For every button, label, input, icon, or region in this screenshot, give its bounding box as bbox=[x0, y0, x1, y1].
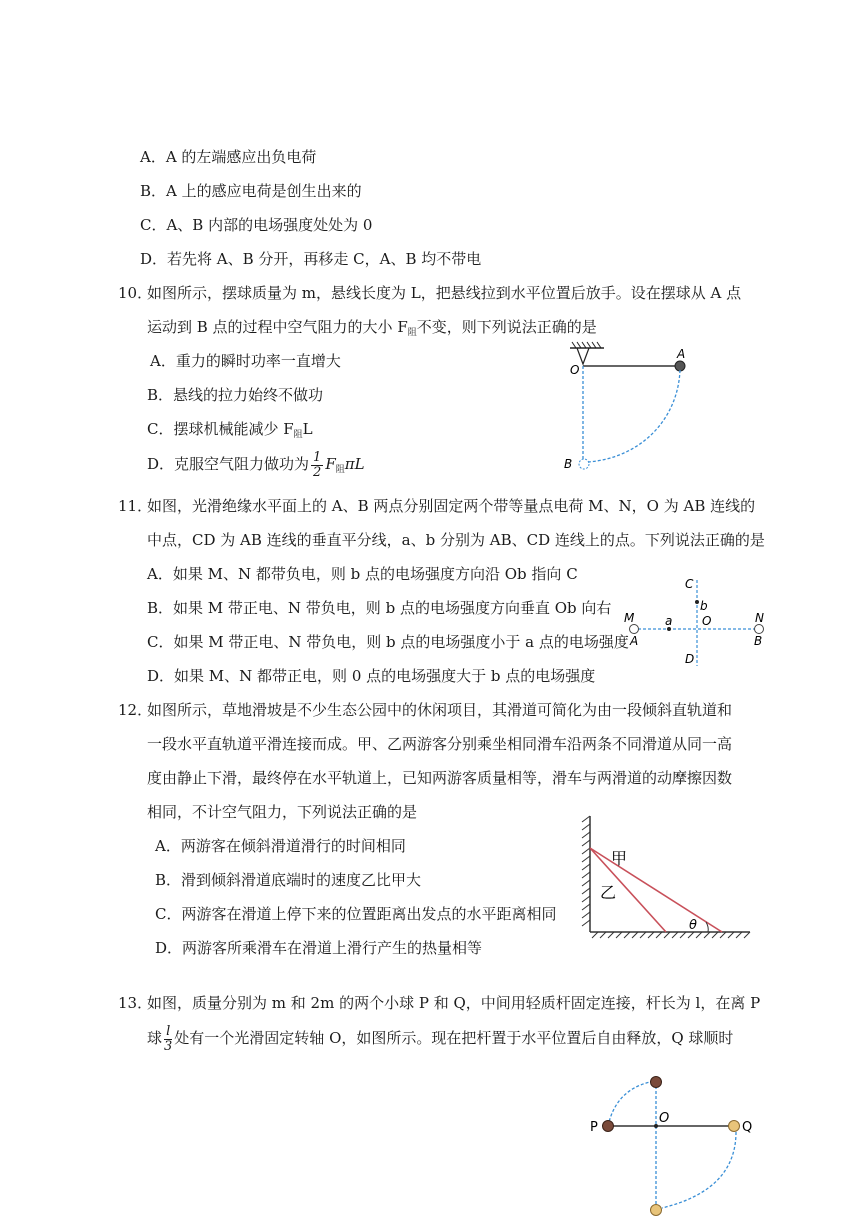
q12-option-a: A．两游客在倾斜滑道滑行的时间相同 bbox=[155, 837, 406, 855]
q12-stem-line4: 相同，不计空气阻力，下列说法正确的是 bbox=[147, 803, 418, 821]
label-a-small: a bbox=[665, 614, 673, 628]
q10-stem-line2: 运动到 B 点的过程中空气阻力的大小 $F_阻$不变，则下列说法正确的是 bbox=[147, 318, 597, 338]
label-jia: 甲 bbox=[611, 849, 628, 868]
arc-q-dashed bbox=[662, 1132, 736, 1208]
q12-option-b: B．滑到倾斜滑道底端时的速度乙比甲大 bbox=[155, 871, 422, 889]
q9-option-b: B．A 上的感应电荷是创生出来的 bbox=[140, 182, 362, 200]
wall-hatching bbox=[582, 816, 590, 932]
pendulum-ball-b bbox=[579, 459, 589, 469]
ball-q-rotated bbox=[651, 1205, 662, 1216]
arc-p-dashed bbox=[608, 1082, 650, 1126]
q12-slope-figure bbox=[578, 812, 754, 942]
label-b: B bbox=[754, 634, 763, 648]
q11-option-b: B．如果 M 带正电、N 带负电，则 b 点的电场强度方向垂直 Ob 向右 bbox=[147, 599, 612, 617]
q12-stem-line3: 度由静止下滑，最终停在水平轨道上，已知两游客质量相等，滑车与两滑道的动摩擦因数 bbox=[147, 769, 733, 787]
charge-n bbox=[755, 625, 764, 634]
ground-hatching bbox=[590, 932, 750, 938]
charge-m bbox=[630, 625, 639, 634]
pivot-o bbox=[654, 1124, 658, 1128]
label-theta: θ bbox=[689, 918, 697, 933]
label-o: O bbox=[570, 363, 580, 377]
q11-stem-line1: 如图，光滑绝缘水平面上的 A、B 两点分别固定两个带等量点电荷 M、N，O 为 AB 连线的 bbox=[147, 497, 756, 515]
ball-q bbox=[729, 1121, 740, 1132]
q12-stem-line1: 如图所示，草地滑坡是不少生态公园中的休闲项目，其滑道可简化为由一段倾斜直轨道和 bbox=[147, 701, 733, 719]
ceiling-support bbox=[570, 342, 604, 364]
point-b bbox=[695, 600, 699, 604]
label-p: P bbox=[590, 1120, 598, 1135]
q12-option-c: C．两游客在滑道上停下来的位置距离出发点的水平距离相同 bbox=[155, 905, 557, 923]
label-q: Q bbox=[742, 1120, 753, 1135]
q10-pendulum-figure bbox=[560, 340, 700, 480]
q9-option-c: C．A、B 内部的电场强度处处为 0 bbox=[140, 216, 373, 234]
label-a: A bbox=[677, 347, 686, 361]
q11-number: 11． bbox=[118, 497, 153, 515]
label-d: D bbox=[685, 652, 695, 666]
q10-stem-line1: 如图所示，摆球质量为 m，悬线长度为 L，把悬线拉到水平位置后放手。设在摆球从 A 点 bbox=[147, 284, 742, 302]
label-n: N bbox=[755, 611, 764, 625]
q13-rod-figure bbox=[586, 1072, 762, 1216]
ball-p bbox=[603, 1121, 614, 1132]
q9-option-a: A．A 的左端感应出负电荷 bbox=[140, 148, 317, 166]
q10-number: 10． bbox=[118, 284, 153, 302]
q10-option-a: A．重力的瞬时功率一直增大 bbox=[150, 352, 341, 370]
q13-number: 13． bbox=[118, 994, 153, 1012]
q11-option-d: D．如果 M、N 都带正电，则 0 点的电场强度大于 b 点的电场强度 bbox=[147, 667, 596, 685]
q11-charges-figure bbox=[620, 574, 770, 670]
label-a: A bbox=[630, 634, 639, 648]
q10-option-d: D．克服空气阻力做功为 $\frac{1}{2}$ $F_阻\pi L$ bbox=[147, 449, 365, 480]
ball-p-rotated bbox=[651, 1077, 662, 1088]
q13-stem-line1: 如图，质量分别为 m 和 2m 的两个小球 P 和 Q，中间用轻质杆固定连接，杆长为 l，在离 P bbox=[147, 994, 761, 1012]
q10-option-b: B．悬线的拉力始终不做功 bbox=[147, 386, 324, 404]
label-b-small: b bbox=[700, 599, 708, 613]
q9-option-d: D．若先将 A、B 分开，再移走 C，A、B 均不带电 bbox=[140, 250, 482, 268]
q12-stem-line2: 一段水平直轨道平滑连接而成。甲、乙两游客分别乘坐相同滑车沿两条不同滑道从同一高 bbox=[147, 735, 733, 753]
pendulum-ball-a bbox=[675, 361, 685, 371]
label-o: O bbox=[659, 1111, 670, 1126]
q11-option-c: C．如果 M 带正电、N 带负电，则 b 点的电场强度小于 a 点的电场强度 bbox=[147, 633, 629, 651]
q13-stem-line2: 球 $\frac{l}{3}$ 处有一个光滑固定转轴 O，如图所示。现在把杆置于水平位置后自由释放，Q 球顺时 bbox=[147, 1023, 734, 1054]
label-m: M bbox=[624, 611, 635, 625]
q12-number: 12． bbox=[118, 701, 153, 719]
arc-trajectory bbox=[588, 370, 680, 462]
label-b: B bbox=[564, 457, 573, 471]
label-yi: 乙 bbox=[600, 883, 617, 902]
label-c: C bbox=[685, 577, 694, 591]
q12-option-d: D．两游客所乘滑车在滑道上滑行产生的热量相等 bbox=[155, 939, 483, 957]
q11-option-a: A．如果 M、N 都带负电，则 b 点的电场强度方向沿 Ob 指向 C bbox=[147, 565, 578, 583]
q10-option-c: C．摆球机械能减少 $F_阻L$ bbox=[147, 420, 313, 440]
q11-stem-line2: 中点，CD 为 AB 连线的垂直平分线，a、b 分别为 AB、CD 连线上的点。下列说法正确的是 bbox=[147, 531, 765, 549]
label-o: O bbox=[702, 614, 712, 628]
